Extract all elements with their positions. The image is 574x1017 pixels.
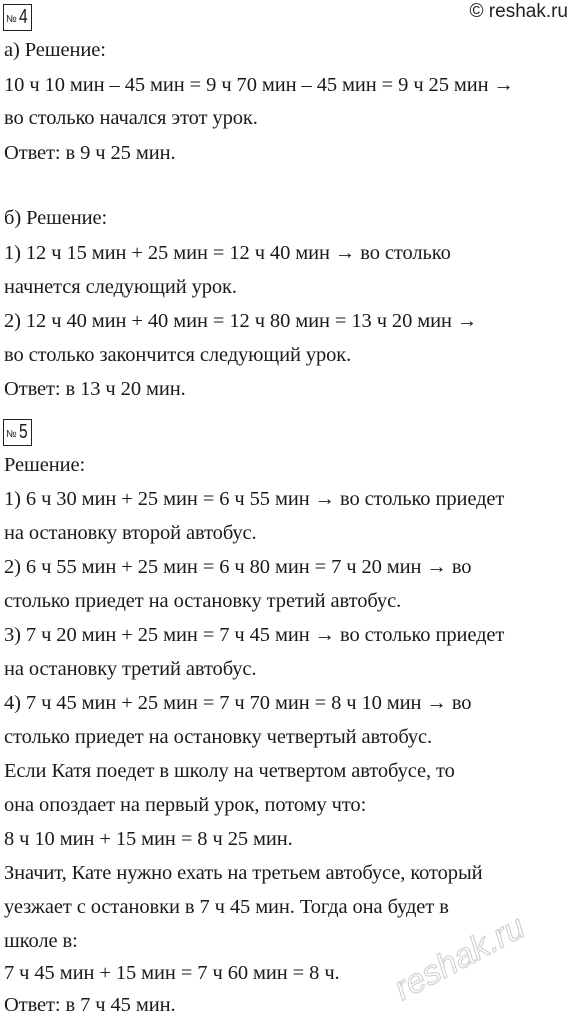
task-number: 4 [18,6,28,28]
task-5-line: Значит, Кате нужно ехать на третьем автобусе, который [4,862,483,884]
task-5-line: школе в: [4,930,78,952]
part-b-line-3: 2) 12 ч 40 мин + 40 мин = 12 ч 80 мин = 13 ч 20 мин → [4,310,478,332]
part-a-line-2: во столько начался этот урок. [4,107,258,129]
part-b-line-2: начнется следующий урок. [4,276,237,298]
part-b-line-1: 1) 12 ч 15 мин + 25 мин = 12 ч 40 мин → во столько [4,242,451,264]
task-number: 5 [18,421,28,443]
task-5-line: на остановку второй автобус. [4,522,257,544]
task-5-line: Если Катя поедет в школу на четвертом автобусе, то [4,760,455,782]
task-5-line: столько приедет на остановку третий автобус. [4,590,402,612]
number-sign: № [6,428,17,440]
task-5-line: столько приедет на остановку четвертый автобус. [4,726,433,748]
task-5-line: 3) 7 ч 20 мин + 25 мин = 7 ч 45 мин → во столько приедет [4,624,505,646]
part-b-answer: Ответ: в 13 ч 20 мин. [4,378,186,400]
task-5-line: 2) 6 ч 55 мин + 25 мин = 6 ч 80 мин = 7 ч 20 мин → во [4,556,472,578]
number-sign: № [6,13,17,25]
task-5-line: 4) 7 ч 45 мин + 25 мин = 7 ч 70 мин = 8 ч 10 мин → во [4,692,472,714]
task-5-line: уезжает с остановки в 7 ч 45 мин. Тогда она будет в [4,896,449,918]
task-5-heading: Решение: [4,454,86,476]
task-5-line: на остановку третий автобус. [4,658,257,680]
task-4-badge [3,4,32,31]
svg-text:reshak.ru: reshak.ru [388,907,532,1008]
task-5-badge [3,419,32,446]
part-a-answer: Ответ: в 9 ч 25 мин. [4,142,176,164]
task-5-answer: Ответ: в 7 ч 45 мин. [4,994,176,1016]
site-label: © reshak.ru [469,1,568,22]
part-b-line-4: во столько закончится следующий урок. [4,344,352,366]
part-a-line-1: 10 ч 10 мин – 45 мин = 9 ч 70 мин – 45 мин = 9 ч 25 мин → [4,74,514,96]
task-5-line: 1) 6 ч 30 мин + 25 мин = 6 ч 55 мин → во столько приедет [4,488,505,510]
part-a-heading: а) Решение: [4,39,106,61]
part-b-heading: б) Решение: [4,207,108,229]
task-5-line: она опоздает на первый урок, потому что: [4,794,367,816]
task-5-line: 7 ч 45 мин + 15 мин = 7 ч 60 мин = 8 ч. [4,962,340,984]
task-5-line: 8 ч 10 мин + 15 мин = 8 ч 25 мин. [4,828,293,850]
